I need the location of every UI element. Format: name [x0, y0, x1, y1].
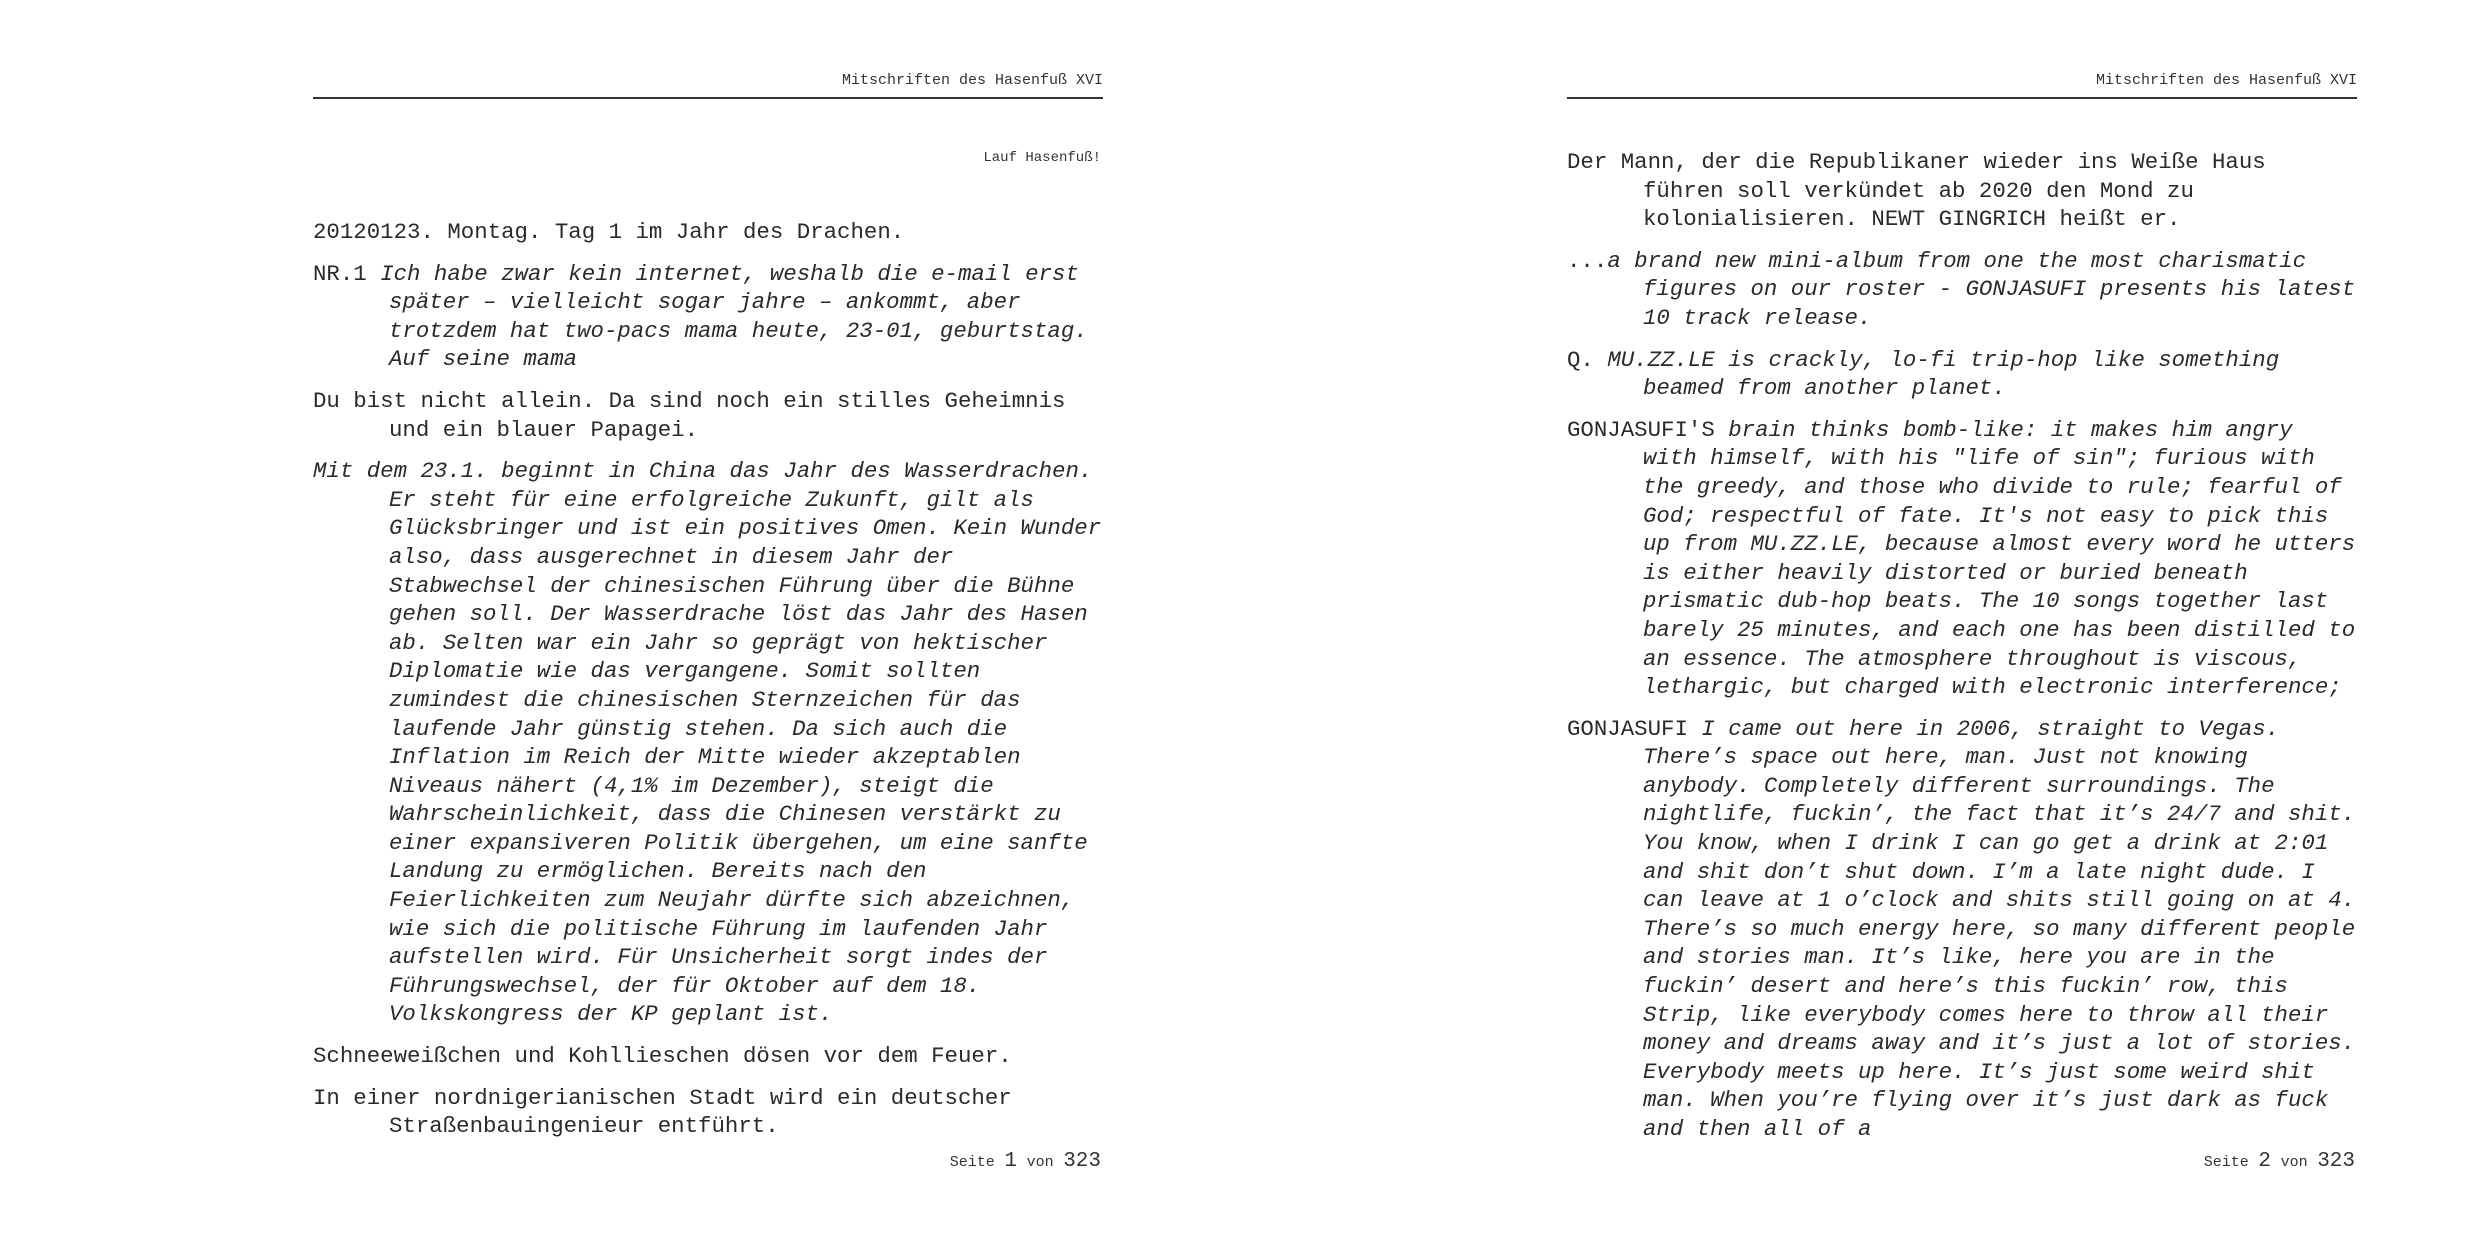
paragraph-lead: In einer nordnigerianischen Stadt wird ein deutscher Straßenbauingenieur entführt.: [313, 1084, 1012, 1140]
left-page: [313, 0, 1103, 1240]
paragraph: [1567, 247, 2357, 333]
page-number: 1: [1004, 1150, 1017, 1173]
paragraph: [313, 218, 1103, 247]
page-content: [313, 218, 1103, 1154]
paragraph-text: a brand new mini-album from one the most charismatic figures on our roster - GONJASUFI presents his latest 10 track release.: [1607, 247, 2356, 331]
paragraph: [1567, 715, 2357, 1144]
page-footer: [1567, 1150, 2355, 1173]
footer-of: von: [1026, 1154, 1054, 1171]
paragraph-text: I came out here in 2006, straight to Vegas. There’s space out here, man. Just not knowing anybody. Completely different surroundings. The nightlife, fuckin’, the fact that it’s 24/7 and shit. You know, when I drink I can go get a drink at 2:01 and shit don’t shut down. I’m a late night dude. I can leave at 1 o’clock and shits still going on at 4. There’s so much energy here, so many different people and stories man. It’s like, here you are in the fuckin’ desert and here’s this fuckin’ row, this Strip, like everybody comes here to throw all their money and dreams away and it’s just a lot of stories. Everybody meets up here. It’s just some weird shit man. When you’re flying over it’s just dark as fuck and then all of a: [1643, 715, 2356, 1142]
paragraph: [313, 1042, 1103, 1071]
paragraph: [313, 260, 1103, 374]
paragraph-lead: ...: [1567, 247, 1608, 274]
paragraph: [1567, 148, 2357, 234]
page-content: [1567, 148, 2357, 1157]
header-rule: [1567, 97, 2357, 99]
paragraph-text: Mit dem 23.1. beginnt in China das Jahr des Wasserdrachen. Er steht für eine erfolgreiche Zukunft, gilt als Glücksbringer und ist ein positives Omen. Kein Wunder also, dass ausgerechnet in diesem Jahr der Stabwechsel der chinesischen Führung über die Bühne gehen soll. Der Wasserdrache löst das Jahr des Hasen ab. Selten war ein Jahr so geprägt von hektischer Diplomatie wie das vergangene. Somit sollten zumindest die chinesischen Sternzeichen für das laufende Jahr günstig stehen. Da sich auch die Inflation im Reich der Mitte wieder akzeptablen Niveaus nähert (4,1% im Dezember), steigt die Wahrscheinlichkeit, dass die Chinesen verstärkt zu einer expansiveren Politik übergehen, um eine sanfte Landung zu ermöglichen. Bereits nach den Feierlichkeiten zum Neujahr dürfte sich abzeichnen, wie sich die politische Führung im laufenden Jahr aufstellen wird. Für Unsicherheit sorgt indes der Führungswechsel, der für Oktober auf dem 18. Volkskongress der KP geplant ist.: [313, 458, 1102, 1028]
right-page: [1567, 0, 2357, 1240]
footer-prefix: Seite: [949, 1154, 995, 1171]
paragraph-lead: 20120123. Montag. Tag 1 im Jahr des Drachen.: [313, 219, 905, 245]
footer-prefix: Seite: [2203, 1154, 2249, 1171]
running-header: Mitschriften des Hasenfuß XVI: [2095, 72, 2357, 89]
paragraph-lead: Du bist nicht allein. Da sind noch ein stilles Geheimnis und ein blauer Papagei.: [313, 387, 1066, 443]
page-total: 323: [2317, 1150, 2355, 1173]
paragraph-lead: Schneeweißchen und Kohllieschen dösen vor dem Feuer.: [313, 1043, 1012, 1070]
paragraph: [1567, 416, 2357, 702]
running-header: Mitschriften des Hasenfuß XVI: [841, 72, 1103, 89]
page-number: 2: [2258, 1150, 2271, 1173]
page-total: 323: [1063, 1150, 1101, 1173]
paragraph-text: MU.ZZ.LE is crackly, lo-fi trip-hop like something beamed from another planet.: [1607, 346, 2280, 402]
paragraph: [313, 1084, 1103, 1141]
paragraph: [313, 387, 1103, 444]
footer-of: von: [2280, 1154, 2308, 1171]
motto: Lauf Hasenfuß!: [983, 150, 1101, 166]
paragraph-lead: GONJASUFI'S: [1567, 416, 1729, 443]
paragraph-text: brain thinks bomb-like: it makes him angry with himself, with his "life of sin"; furious with the greedy, and those who divide to rule; fearful of God; respectful of fate. It's not easy to pick this up from MU.ZZ.LE, because almost every word he utters is either heavily distorted or buried beneath prismatic dub-hop beats. The 10 songs together last barely 25 minutes, and each one has been distilled to an essence. The atmosphere throughout is viscous, lethargic, but charged with electronic interference;: [1643, 416, 2356, 701]
paragraph-text: Ich habe zwar kein internet, weshalb die e-mail erst später – vielleicht sogar jahre – ankommt, aber trotzdem hat two-pacs mama heute, 23-01, geburtstag. Auf seine mama: [380, 260, 1088, 373]
paragraph-lead: Der Mann, der die Republikaner wieder ins Weiße Haus führen soll verkündet ab 2020 den Mond zu kolonialisieren. NEWT GINGRICH heißt er.: [1567, 149, 2266, 233]
paragraph-lead: NR.1: [313, 260, 381, 287]
header-rule: [313, 97, 1103, 99]
paragraph-lead: GONJASUFI: [1567, 715, 1702, 742]
paragraph-lead: Q.: [1567, 346, 1608, 373]
paragraph: [313, 457, 1103, 1029]
page-footer: [313, 1150, 1101, 1173]
paragraph: [1567, 346, 2357, 403]
